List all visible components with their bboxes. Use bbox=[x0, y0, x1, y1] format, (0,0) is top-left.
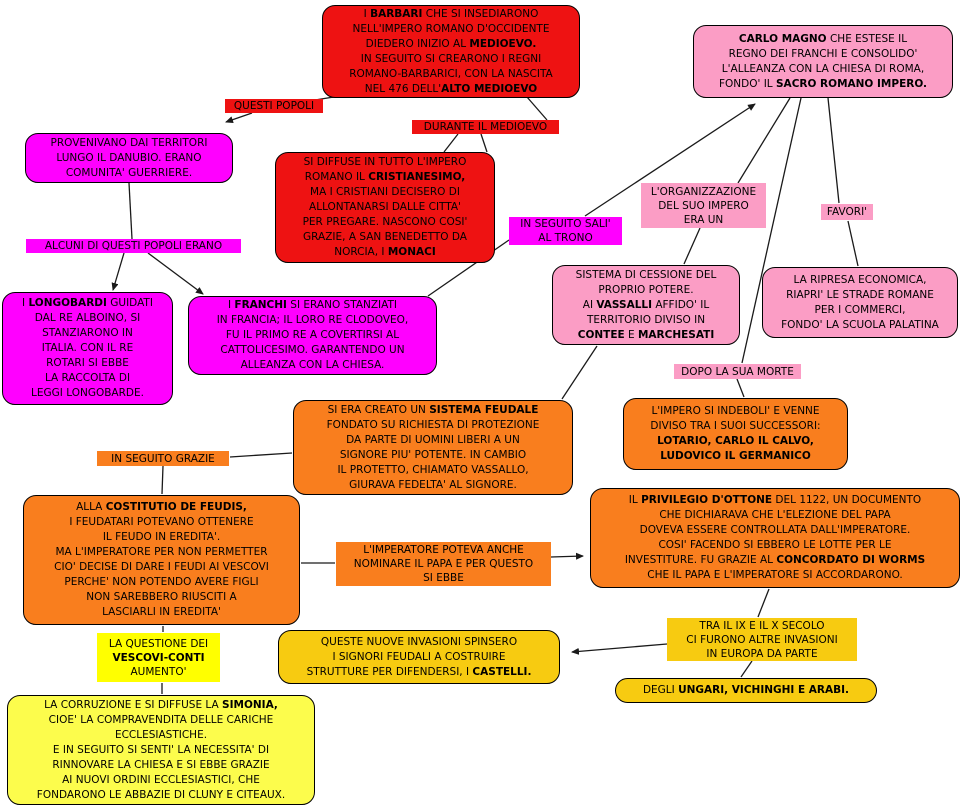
node-castelli[interactable] bbox=[278, 630, 560, 684]
connector-line bbox=[481, 134, 487, 152]
connector-line bbox=[113, 253, 124, 290]
node-text-line: DOPO LA SUA MORTE bbox=[681, 365, 794, 378]
node-tra-ix-x-secolo[interactable] bbox=[667, 618, 857, 661]
node-text-line: ALLA COSTITUTIO DE FEUDIS, bbox=[76, 501, 247, 513]
node-text-line: QUESTE NUOVE INVASIONI SPINSERO bbox=[320, 635, 518, 648]
node-text-line: LUDOVICO IL GERMANICO bbox=[660, 450, 811, 462]
node-text-line: LA QUESTIONE DEI bbox=[108, 637, 209, 650]
connector-line bbox=[684, 228, 700, 264]
node-text-line: ITALIA. CON IL RE bbox=[41, 342, 134, 354]
node-text-line: RINNOVARE LA CHIESA E SI EBBE GRAZIE bbox=[52, 758, 270, 771]
node-text-line: AI NUOVI ORDINI ECCLESIASTICI, CHE bbox=[62, 773, 260, 786]
node-text-line: IN FRANCIA; IL LORO RE CLODOVEO, bbox=[216, 314, 409, 326]
node-ripresa-economica[interactable] bbox=[762, 267, 958, 338]
node-text-line: IN SEGUITO SALI' bbox=[520, 218, 611, 230]
node-favori[interactable] bbox=[821, 204, 873, 220]
node-text-line: QUESTI POPOLI bbox=[233, 100, 315, 112]
node-text-line: AL TRONO bbox=[538, 232, 593, 244]
node-text-line: IL PROTETTO, CHIAMATO VASSALLO, bbox=[337, 463, 529, 476]
node-text-line: CI FURONO ALTRE INVASIONI bbox=[686, 633, 838, 646]
node-text-line: AI VASSALLI AFFIDO' IL bbox=[582, 298, 710, 311]
node-text-line: LEGGI LONGOBARDE. bbox=[31, 387, 144, 399]
node-text-line: IL FEUDO IN EREDITA'. bbox=[102, 531, 221, 543]
node-sistema-feudale[interactable] bbox=[293, 400, 573, 495]
node-text-line: DOVEVA ESSERE CONTROLLATA DALL'IMPERATORE. bbox=[639, 524, 911, 536]
node-franchi[interactable] bbox=[188, 296, 437, 375]
node-text-line: CONTEE E MARCHESATI bbox=[577, 328, 715, 341]
node-text-line: REGNO DEI FRANCHI E CONSOLIDO' bbox=[728, 47, 918, 60]
node-text-line: DIVISO TRA I SUOI SUCCESSORI: bbox=[650, 420, 821, 432]
node-text-line: PER I COMMERCI, bbox=[814, 303, 906, 316]
node-text-line: RIAPRI' LE STRADE ROMANE bbox=[786, 288, 934, 301]
node-text-line: ALLEANZA CON LA CHIESA. bbox=[240, 359, 385, 371]
node-text-line: E IN SEGUITO SI SENTI' LA NECESSITA' DI bbox=[52, 743, 270, 756]
node-text-line: PER PREGARE. NASCONO COSI' bbox=[302, 216, 468, 228]
node-text-line: NOMINARE IL PAPA E PER QUESTO bbox=[353, 558, 534, 570]
node-text-line: AUMENTO' bbox=[130, 665, 187, 678]
node-text-line: DA PARTE DI UOMINI LIBERI A UN bbox=[346, 433, 520, 446]
node-text-line: GIURAVA FEDELTA' AL SIGNORE. bbox=[349, 478, 517, 491]
node-imperatore-poteva[interactable] bbox=[336, 542, 551, 586]
node-text-line: FONDO' LA SCUOLA PALATINA bbox=[781, 318, 939, 331]
node-text-line: INVESTITURE. FU GRAZIE AL CONCORDATO DI WORMS bbox=[624, 554, 926, 566]
node-text-line: L'IMPERO SI INDEBOLI' E VENNE bbox=[651, 405, 820, 417]
node-costitutio-de-feudis[interactable] bbox=[23, 495, 300, 625]
connector-line bbox=[758, 589, 769, 617]
node-text-line: FAVORI' bbox=[826, 206, 868, 218]
connector-line bbox=[129, 183, 132, 239]
node-dopo-la-sua-morte[interactable] bbox=[674, 364, 801, 379]
node-text-line: ECCLESIASTICHE. bbox=[114, 728, 208, 741]
node-vescovi-conti[interactable] bbox=[97, 633, 220, 682]
node-text-line: IN SEGUITO SI CREARONO I REGNI bbox=[360, 52, 542, 65]
node-text-line: SISTEMA DI CESSIONE DEL bbox=[575, 268, 717, 281]
node-sistema-cessione[interactable] bbox=[552, 265, 740, 345]
node-text-line: L'ORGANIZZAZIONE bbox=[650, 185, 757, 198]
connector-line bbox=[562, 346, 597, 399]
connector-line bbox=[162, 466, 163, 494]
node-text-line: FONDATO SU RICHIESTA DI PROTEZIONE bbox=[326, 418, 540, 431]
node-text-line: LOTARIO, CARLO IL CALVO, bbox=[657, 435, 814, 447]
node-text-line: CIO' DECISE DI DARE I FEUDI AI VESCOVI bbox=[54, 561, 269, 573]
node-text-line: STANZIARONO IN bbox=[42, 327, 133, 339]
node-in-seguito-grazie[interactable] bbox=[97, 451, 229, 466]
node-text-line: I LONGOBARDI GUIDATI bbox=[22, 297, 153, 309]
node-carlo-magno[interactable] bbox=[693, 25, 953, 98]
node-text-line: SIGNORE PIU' POTENTE. IN CAMBIO bbox=[339, 448, 527, 461]
node-text-line: FONDARONO LE ABBAZIE DI CLUNY E CITEAUX. bbox=[36, 788, 286, 801]
node-text-line: COMUNITA' GUERRIERE. bbox=[65, 166, 193, 179]
node-text-line: ROTARI SI EBBE bbox=[46, 357, 129, 369]
node-text-line: TERRITORIO DIVISO IN bbox=[586, 313, 706, 326]
connector-line bbox=[527, 97, 547, 120]
node-questi-popoli[interactable] bbox=[225, 99, 323, 113]
connector-line bbox=[444, 134, 458, 152]
node-text-line: NON SAREBBERO RIUSCITI A bbox=[86, 591, 237, 603]
node-text-line: ALCUNI DI QUESTI POPOLI ERANO bbox=[44, 240, 223, 252]
node-longobardi[interactable] bbox=[2, 292, 173, 405]
node-organizzazione-impero[interactable] bbox=[641, 183, 766, 228]
node-text-line: IL PRIVILEGIO D'OTTONE DEL 1122, UN DOCUMENTO bbox=[628, 494, 922, 506]
node-text-line: MA I CRISTIANI DECISERO DI bbox=[310, 186, 460, 198]
node-in-seguito-sali[interactable] bbox=[509, 217, 622, 245]
node-privilegio-ottone[interactable] bbox=[590, 488, 960, 588]
connector-line bbox=[572, 644, 667, 652]
node-text-line: CHE DICHIARAVA CHE L'ELEZIONE DEL PAPA bbox=[659, 509, 891, 521]
node-text-line: NEL 476 DELL'ALTO MEDIOEVO bbox=[364, 82, 538, 95]
node-impero-indeboli[interactable] bbox=[623, 398, 848, 470]
node-text-line: CIOE' LA COMPRAVENDITA DELLE CARICHE bbox=[48, 713, 274, 726]
node-durante-il-medioevo[interactable] bbox=[412, 120, 559, 134]
node-text-line: SI EBBE bbox=[423, 572, 464, 584]
connector-line bbox=[848, 221, 858, 266]
connector-line bbox=[230, 453, 292, 457]
node-cristianesimo[interactable] bbox=[275, 152, 495, 263]
node-text-line: DAL RE ALBOINO, SI bbox=[34, 312, 141, 324]
connector-line bbox=[148, 253, 203, 294]
node-text-line: FONDO' IL SACRO ROMANO IMPERO. bbox=[718, 77, 928, 90]
node-text-line: ERA UN bbox=[683, 213, 724, 226]
node-text-line: L'ALLEANZA CON LA CHIESA DI ROMA, bbox=[721, 62, 925, 75]
node-text-line: COSI' FACENDO SI EBBERO LE LOTTE PER LE bbox=[658, 539, 892, 551]
node-text-line: PERCHE' NON POTENDO AVERE FIGLI bbox=[64, 576, 259, 588]
node-text-line: L'IMPERATORE POTEVA ANCHE bbox=[363, 544, 524, 556]
node-text-line: CARLO MAGNO CHE ESTESE IL bbox=[738, 32, 908, 45]
node-text-line: LA CORRUZIONE E SI DIFFUSE LA SIMONIA, bbox=[44, 698, 278, 711]
node-text-line: IN SEGUITO GRAZIE bbox=[111, 452, 215, 465]
node-text-line: GRAZIE, A SAN BENEDETTO DA bbox=[303, 231, 467, 243]
node-text-line: ALLONTANARSI DALLE CITTA' bbox=[309, 201, 461, 213]
node-text-line: LASCIARLI IN EREDITA' bbox=[102, 606, 221, 618]
node-alcuni-popoli[interactable] bbox=[26, 239, 241, 253]
node-ungari-vichinghi-arabi[interactable] bbox=[615, 678, 877, 703]
node-text-line: CATTOLICESIMO. GARANTENDO UN bbox=[220, 344, 405, 356]
node-text-line: DURANTE IL MEDIOEVO bbox=[423, 121, 548, 133]
node-text-line: NELL'IMPERO ROMANO D'OCCIDENTE bbox=[352, 22, 550, 35]
node-simonia[interactable] bbox=[7, 695, 315, 805]
node-text-line: DEGLI UNGARI, VICHINGHI E ARABI. bbox=[642, 684, 850, 696]
node-text-line: ROMANO-BARBARICI, CON LA NASCITA bbox=[349, 67, 553, 80]
node-text-line: FU IL PRIMO RE A COVERTIRSI AL bbox=[225, 329, 400, 341]
node-text-line: I SIGNORI FEUDALI A COSTRUIRE bbox=[332, 650, 506, 663]
node-text-line: PROVENIVANO DAI TERRITORI bbox=[50, 136, 208, 149]
connector-line bbox=[741, 661, 752, 677]
node-text-line: VESCOVI-CONTI bbox=[112, 651, 205, 664]
node-text-line: I BARBARI CHE SI INSEDIARONO bbox=[363, 7, 539, 20]
node-text-line: TRA IL IX E IL X SECOLO bbox=[699, 619, 825, 632]
node-text-line: LUNGO IL DANUBIO. ERANO bbox=[56, 151, 202, 164]
node-text-line: NORCIA, I MONACI bbox=[334, 246, 436, 258]
node-text-line: PROPRIO POTERE. bbox=[598, 283, 694, 296]
connector-line bbox=[551, 556, 583, 557]
node-text-line: CHE IL PAPA E L'IMPERATORE SI ACCORDARONO. bbox=[647, 569, 903, 581]
node-barbari[interactable] bbox=[322, 5, 580, 98]
node-text-line: SI ERA CREATO UN SISTEMA FEUDALE bbox=[327, 403, 539, 416]
node-text-line: I FRANCHI SI ERANO STANZIATI bbox=[227, 299, 398, 311]
node-text-line: LA RIPRESA ECONOMICA, bbox=[793, 273, 927, 286]
node-text-line: IN EUROPA DA PARTE bbox=[706, 647, 818, 660]
connector-line bbox=[828, 98, 839, 203]
connector-line bbox=[226, 113, 252, 122]
node-text-line: I FEUDATARI POTEVANO OTTENERE bbox=[69, 516, 254, 528]
node-text-line: LA RACCOLTA DI bbox=[44, 372, 131, 384]
node-text-line: MA L'IMPERATORE PER NON PERMETTER bbox=[55, 546, 268, 558]
node-provenivano[interactable] bbox=[25, 133, 233, 183]
node-text-line: SI DIFFUSE IN TUTTO L'IMPERO bbox=[303, 156, 467, 168]
node-text-line: ROMANO IL CRISTIANESIMO, bbox=[304, 171, 466, 183]
connector-line bbox=[737, 379, 744, 397]
node-text-line: DEL SUO IMPERO bbox=[658, 199, 749, 212]
node-text-line: STRUTTURE PER DIFENDERSI, I CASTELLI. bbox=[306, 665, 532, 678]
node-text-line: DIEDERO INIZIO AL MEDIOEVO. bbox=[365, 37, 537, 50]
